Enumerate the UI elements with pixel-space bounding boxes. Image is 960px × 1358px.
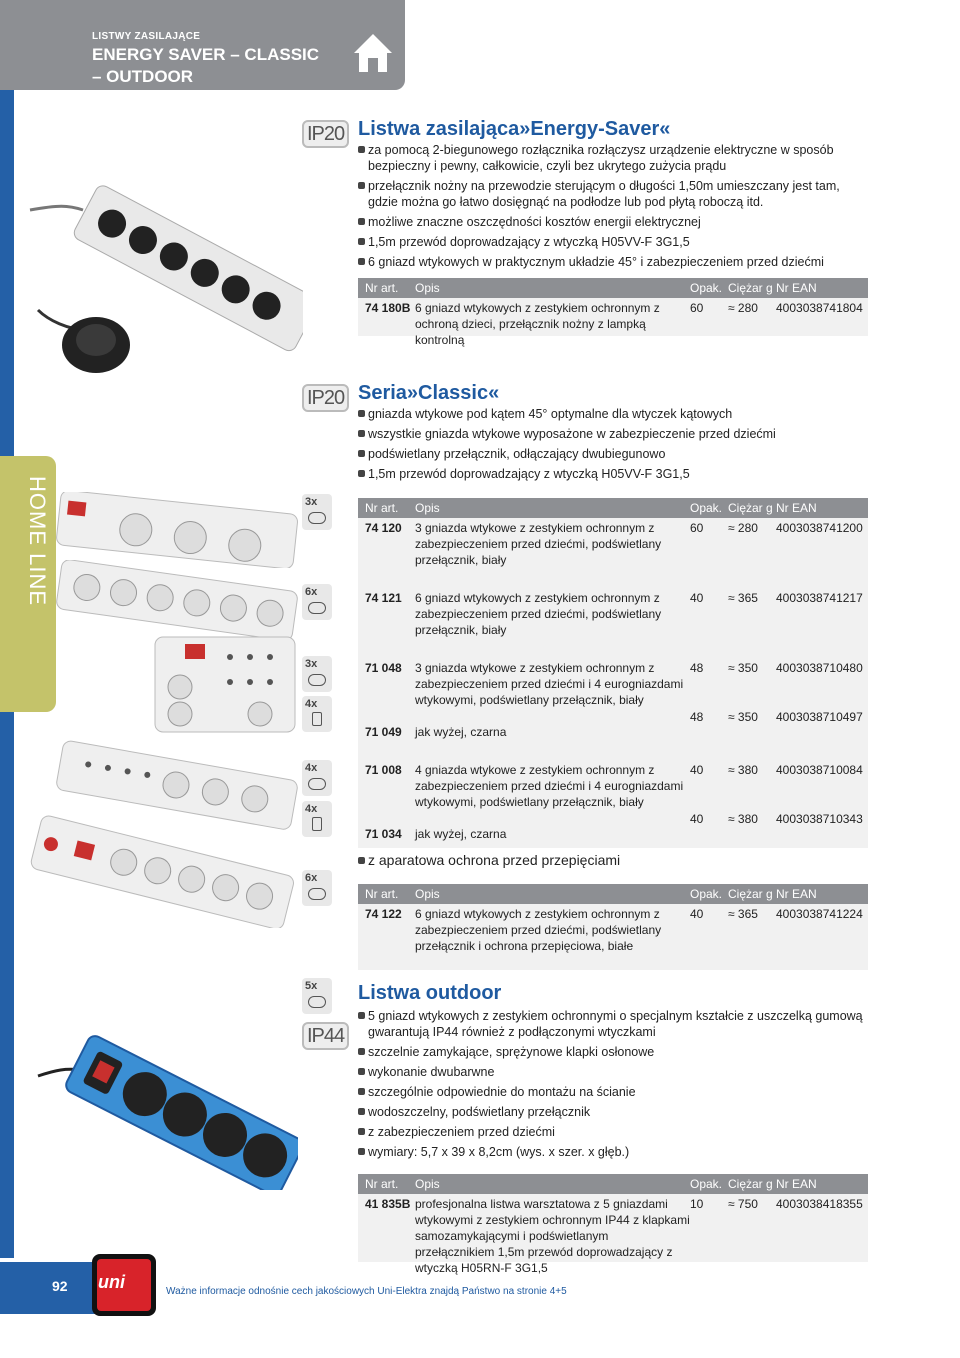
outdoor-bullet: szczególnie odpowiednie do montażu na ścianie [358, 1084, 870, 1100]
energy-bullet: możliwe znaczne oszczędności kosztów energii elektrycznej [358, 214, 870, 230]
col-nr: Nr art. [365, 281, 399, 295]
col-ciezar: Ciężar g [728, 501, 773, 515]
energy-saver-title: Listwa zasilająca»Energy-Saver« [358, 118, 671, 140]
cell-ciezar: ≈ 750 [728, 1197, 758, 1211]
cell-nr: 71 049 [365, 725, 402, 739]
col-ean: Nr EAN [776, 1177, 817, 1191]
energy-product-table [358, 278, 868, 347]
outdoor-bullet: szczelnie zamykające, sprężynowe klapki osłonowe [358, 1044, 870, 1060]
cell-ean: 4003038710343 [776, 812, 863, 826]
cell-ean: 4003038741217 [776, 591, 863, 605]
surge-product-table [358, 884, 868, 970]
cell-nr: 71 008 [365, 763, 402, 777]
cell-opis: jak wyżej, czarna [415, 725, 507, 739]
col-opis: Opis [415, 1177, 440, 1191]
cell-opak: 40 [690, 591, 704, 605]
col-opak: Opak. [690, 501, 723, 515]
cell-ciezar: ≈ 380 [728, 812, 758, 826]
cell-ciezar: ≈ 350 [728, 661, 758, 675]
cell-nr: 74 121 [365, 591, 402, 605]
cell-opis: 3 gniazda wtykowe z zestykiem ochronnym z zabezpieczeniem przed dziećmi i 4 eurogniazdami wtykowymi, podświetlany przełącznik, biały [415, 661, 684, 707]
cell-opak: 10 [690, 1197, 704, 1211]
col-nr: Nr art. [365, 887, 399, 901]
ip44-rating-badge: IP44 [302, 1022, 349, 1050]
outdoor-bullet: wodoszczelny, podświetlany przełącznik [358, 1104, 870, 1120]
cell-ean: 4003038710497 [776, 710, 863, 724]
surge-protection-heading: z aparatowa ochrona przed przepięciami [358, 852, 620, 868]
cell-opis: 6 gniazd wtykowych z zestykiem ochronnym z zabezpieczeniem przed dziećmi, podświetlany przełącznik i ochrona przepięciowa, białe [415, 907, 662, 953]
outdoor-bullet: z zabezpieczeniem przed dziećmi [358, 1124, 870, 1140]
cell-opak: 40 [690, 812, 704, 826]
cell-opak: 40 [690, 763, 704, 777]
col-opis: Opis [415, 887, 440, 901]
classic-euro-socket-photo [150, 632, 300, 737]
col-ciezar: Ciężar g [728, 281, 773, 295]
table-header [358, 884, 868, 904]
schuko-socket-icon [302, 760, 332, 796]
socket-count: 4x [305, 762, 318, 774]
socket-count: 6x [305, 586, 318, 598]
table-header [358, 498, 868, 518]
cell-nr: 74 120 [365, 521, 402, 535]
header-category: LISTWY ZASILAJĄCE [92, 31, 201, 42]
cell-opak: 40 [690, 907, 704, 921]
cell-opak: 48 [690, 661, 704, 675]
classic-bullet: wszystkie gniazda wtykowe wyposażone w zabezpieczenie przed dziećmi [358, 426, 870, 442]
page-number: 92 [52, 1278, 68, 1294]
col-nr: Nr art. [365, 1177, 399, 1191]
page-number-bar [0, 1262, 96, 1314]
ip20-rating-badge: IP20 [302, 384, 349, 412]
col-ean: Nr EAN [776, 887, 817, 901]
energy-bullet: przełącznik nożny na przewodzie sterującym o długości 1,50m umieszczany jest tam, gdzie można go łatwo dosięgnąć na podłodze lub pod płytą roboczą itd. [358, 178, 870, 210]
header-title-line1: ENERGY SAVER – CLASSIC [92, 45, 320, 64]
cell-ciezar: ≈ 280 [728, 521, 758, 535]
schuko-socket-icon [302, 870, 332, 906]
col-ciezar: Ciężar g [728, 1177, 773, 1191]
cell-opis: 3 gniazda wtykowe z zestykiem ochronnym z zabezpieczeniem przed dziećmi, podświetlany przełącznik, biały [415, 521, 662, 567]
cell-opis: 4 gniazda wtykowe z zestykiem ochronnym z zabezpieczeniem przed dziećmi i 4 eurogniazdami wtykowymi, podświetlany przełącznik, biały [415, 763, 684, 809]
col-nr: Nr art. [365, 501, 399, 515]
classic-surge-photo [28, 810, 298, 928]
cell-ean: 4003038710480 [776, 661, 863, 675]
cell-nr: 71 034 [365, 827, 402, 841]
cell-ciezar: ≈ 365 [728, 907, 758, 921]
cell-ean: 4003038710084 [776, 763, 863, 777]
classic-bullet: gniazda wtykowe pod kątem 45° optymalne dla wtyczek kątowych [358, 406, 870, 422]
cell-opis: 6 gniazd wtykowych z zestykiem ochronnym z zabezpieczeniem przed dziećmi, podświetlany przełącznik, biały [415, 591, 662, 637]
outdoor-bullet: wykonanie dwubarwne [358, 1064, 870, 1080]
classic-3-socket-photo [56, 492, 298, 568]
col-opis: Opis [415, 281, 440, 295]
cell-opis: profesjonalna listwa warsztatowa z 5 gniazdami wtykowymi z zestykiem ochronnym IP44 z klapkami samozamykającymi i podświetlanym przełącznikiem 1,5m przewód doprowadzający z wtyczką H05RN-F 3G1,5 [415, 1197, 690, 1275]
cell-opak: 60 [690, 301, 704, 315]
energy-bullet: 6 gniazd wtykowych w praktycznym układzie 45° i zabezpieczeniem przed dziećmi [358, 254, 870, 270]
cell-ciezar: ≈ 280 [728, 301, 758, 315]
outdoor-strip-photo [36, 1020, 298, 1190]
table-header [358, 278, 868, 298]
energy-saver-photo [28, 180, 303, 385]
col-ean: Nr EAN [776, 501, 817, 515]
uni-logo-text: uni [98, 1272, 125, 1292]
socket-count: 3x [305, 658, 318, 670]
home-line-tab[interactable] [0, 456, 56, 712]
schuko-socket-icon [302, 978, 332, 1014]
cell-ean: 4003038418355 [776, 1197, 863, 1211]
footnote[interactable]: Ważne informacje odnośnie cech jakościowych Uni-Elektra znajdą Państwo na stronie 4+5 [166, 1286, 567, 1297]
schuko-socket-icon [302, 494, 332, 530]
socket-count: 6x [305, 872, 318, 884]
header-title [92, 44, 319, 88]
cell-nr: 74 180B [365, 301, 411, 315]
col-ean: Nr EAN [776, 281, 817, 295]
cell-nr: 74 122 [365, 907, 402, 921]
outdoor-product-table [358, 1174, 868, 1275]
cell-opis: jak wyżej, czarna [415, 827, 507, 841]
outdoor-title: Listwa outdoor [358, 982, 502, 1004]
cell-ciezar: ≈ 365 [728, 591, 758, 605]
cell-ean: 4003038741804 [776, 301, 863, 315]
cell-ean: 4003038741224 [776, 907, 863, 921]
socket-count: 4x [305, 698, 318, 710]
cell-ciezar: ≈ 380 [728, 763, 758, 777]
outdoor-bullet: 5 gniazd wtykowych z zestykiem ochronnymi o specjalnym kształcie z uszczelką gumową gwarantują IP44 również z podłączonymi wtyczkami [358, 1008, 870, 1040]
cell-ciezar: ≈ 350 [728, 710, 758, 724]
outdoor-bullet: wymiary: 5,7 x 39 x 8,2cm (wys. x szer. x głęb.) [358, 1144, 870, 1160]
classic-product-table [358, 498, 868, 848]
cell-opak: 60 [690, 521, 704, 535]
socket-count: 4x [305, 803, 318, 815]
section-header [0, 0, 405, 90]
cell-nr: 41 835B [365, 1197, 411, 1211]
socket-count: 3x [305, 496, 318, 508]
home-line-label: HOME LINE [25, 476, 50, 607]
socket-count: 5x [305, 980, 318, 992]
uni-logo [92, 1254, 156, 1316]
col-opak: Opak. [690, 887, 723, 901]
classic-title: Seria»Classic« [358, 382, 500, 404]
cell-nr: 71 048 [365, 661, 402, 675]
cell-opis: 6 gniazd wtykowych z zestykiem ochronnym z ochroną dzieci, przełącznik nożny z lampką kontrolną [415, 301, 660, 347]
euro-socket-icon [302, 696, 332, 732]
schuko-socket-icon [302, 584, 332, 620]
cell-opak: 48 [690, 710, 704, 724]
euro-socket-icon [302, 801, 332, 837]
energy-bullet: za pomocą 2-biegunowego rozłącznika rozłączysz urządzenie elektryczne w sposób bezpieczny i pewny, całkowicie, czyli bez ukrytego zużycia prądu [358, 142, 870, 174]
ip20-rating-badge: IP20 [302, 120, 349, 148]
col-ciezar: Ciężar g [728, 887, 773, 901]
classic-bullet: 1,5m przewód doprowadzający z wtyczką H05VV-F 3G1,5 [358, 466, 870, 482]
col-opis: Opis [415, 501, 440, 515]
table-header [358, 1174, 868, 1194]
col-opak: Opak. [690, 1177, 723, 1191]
cell-ean: 4003038741200 [776, 521, 863, 535]
home-icon[interactable] [352, 32, 394, 74]
header-title-line2: – OUTDOOR [92, 67, 194, 86]
classic-bullet: podświetlany przełącznik, odłączający dwubiegunowo [358, 446, 870, 462]
col-opak: Opak. [690, 281, 723, 295]
schuko-socket-icon [302, 656, 332, 692]
energy-bullet: 1,5m przewód doprowadzający z wtyczką H05VV-F 3G1,5 [358, 234, 870, 250]
